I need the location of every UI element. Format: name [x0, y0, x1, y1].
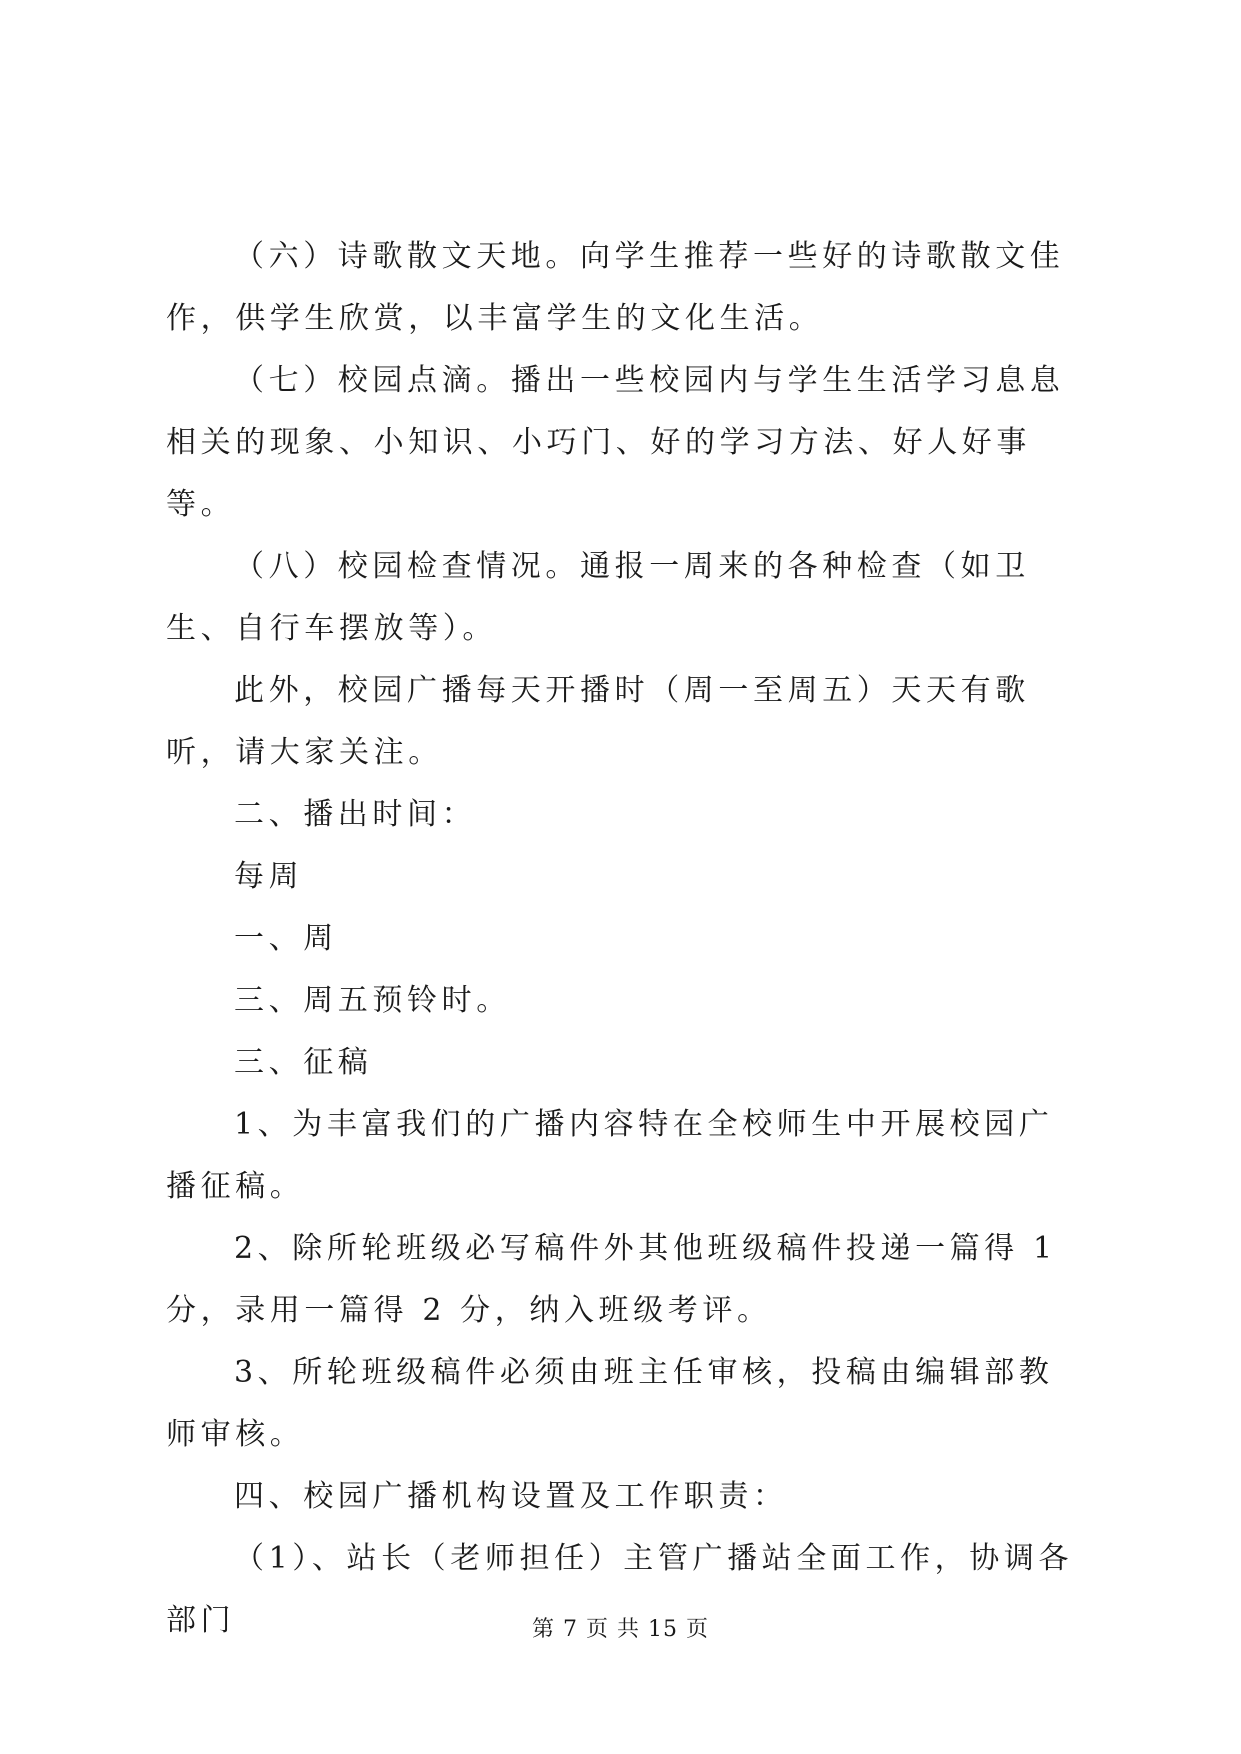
paragraph-campus-inspection: （八）校园检查情况。通报一周来的各种检查（如卫生、自行车摆放等）。	[166, 549, 1030, 646]
heading-submissions: 三、征稿	[234, 1045, 373, 1080]
page-footer: 第 7 页 共 15 页	[532, 1617, 709, 1642]
paragraph-weekly: 每周	[234, 859, 304, 894]
document-body	[166, 226, 1086, 1652]
paragraph-daily-music: 此外，校园广播每天开播时（周一至周五）天天有歌听，请大家关注。	[166, 673, 1030, 770]
paragraph-station-head: （1）、站长（老师担任）主管广播站全面工作，协调各部门	[166, 1541, 1074, 1638]
heading-organization: 四、校园广播机构设置及工作职责：	[234, 1479, 788, 1514]
paragraph-monday: 一、周	[234, 921, 338, 956]
paragraph-campus-snippets: （七）校园点滴。播出一些校园内与学生生活学习息息相关的现象、小知识、小巧门、好的学习方法、好人好事等。	[166, 363, 1065, 522]
paragraph-submission-rule-2: 2、除所轮班级必写稿件外其他班级稿件投递一篇得 1 分，录用一篇得 2 分，纳入班级考评。	[166, 1231, 1057, 1328]
paragraph-submission-rule-1: 1、为丰富我们的广播内容特在全校师生中开展校园广播征稿。	[166, 1107, 1054, 1204]
paragraph-wednesday-friday: 三、周五预铃时。	[234, 983, 511, 1018]
heading-broadcast-time: 二、播出时间：	[234, 797, 477, 832]
paragraph-poetry-section: （六）诗歌散文天地。向学生推荐一些好的诗歌散文佳作，供学生欣赏，以丰富学生的文化生活。	[166, 239, 1065, 336]
paragraph-submission-rule-3: 3、所轮班级稿件必须由班主任审核，投稿由编辑部教师审核。	[166, 1355, 1054, 1452]
